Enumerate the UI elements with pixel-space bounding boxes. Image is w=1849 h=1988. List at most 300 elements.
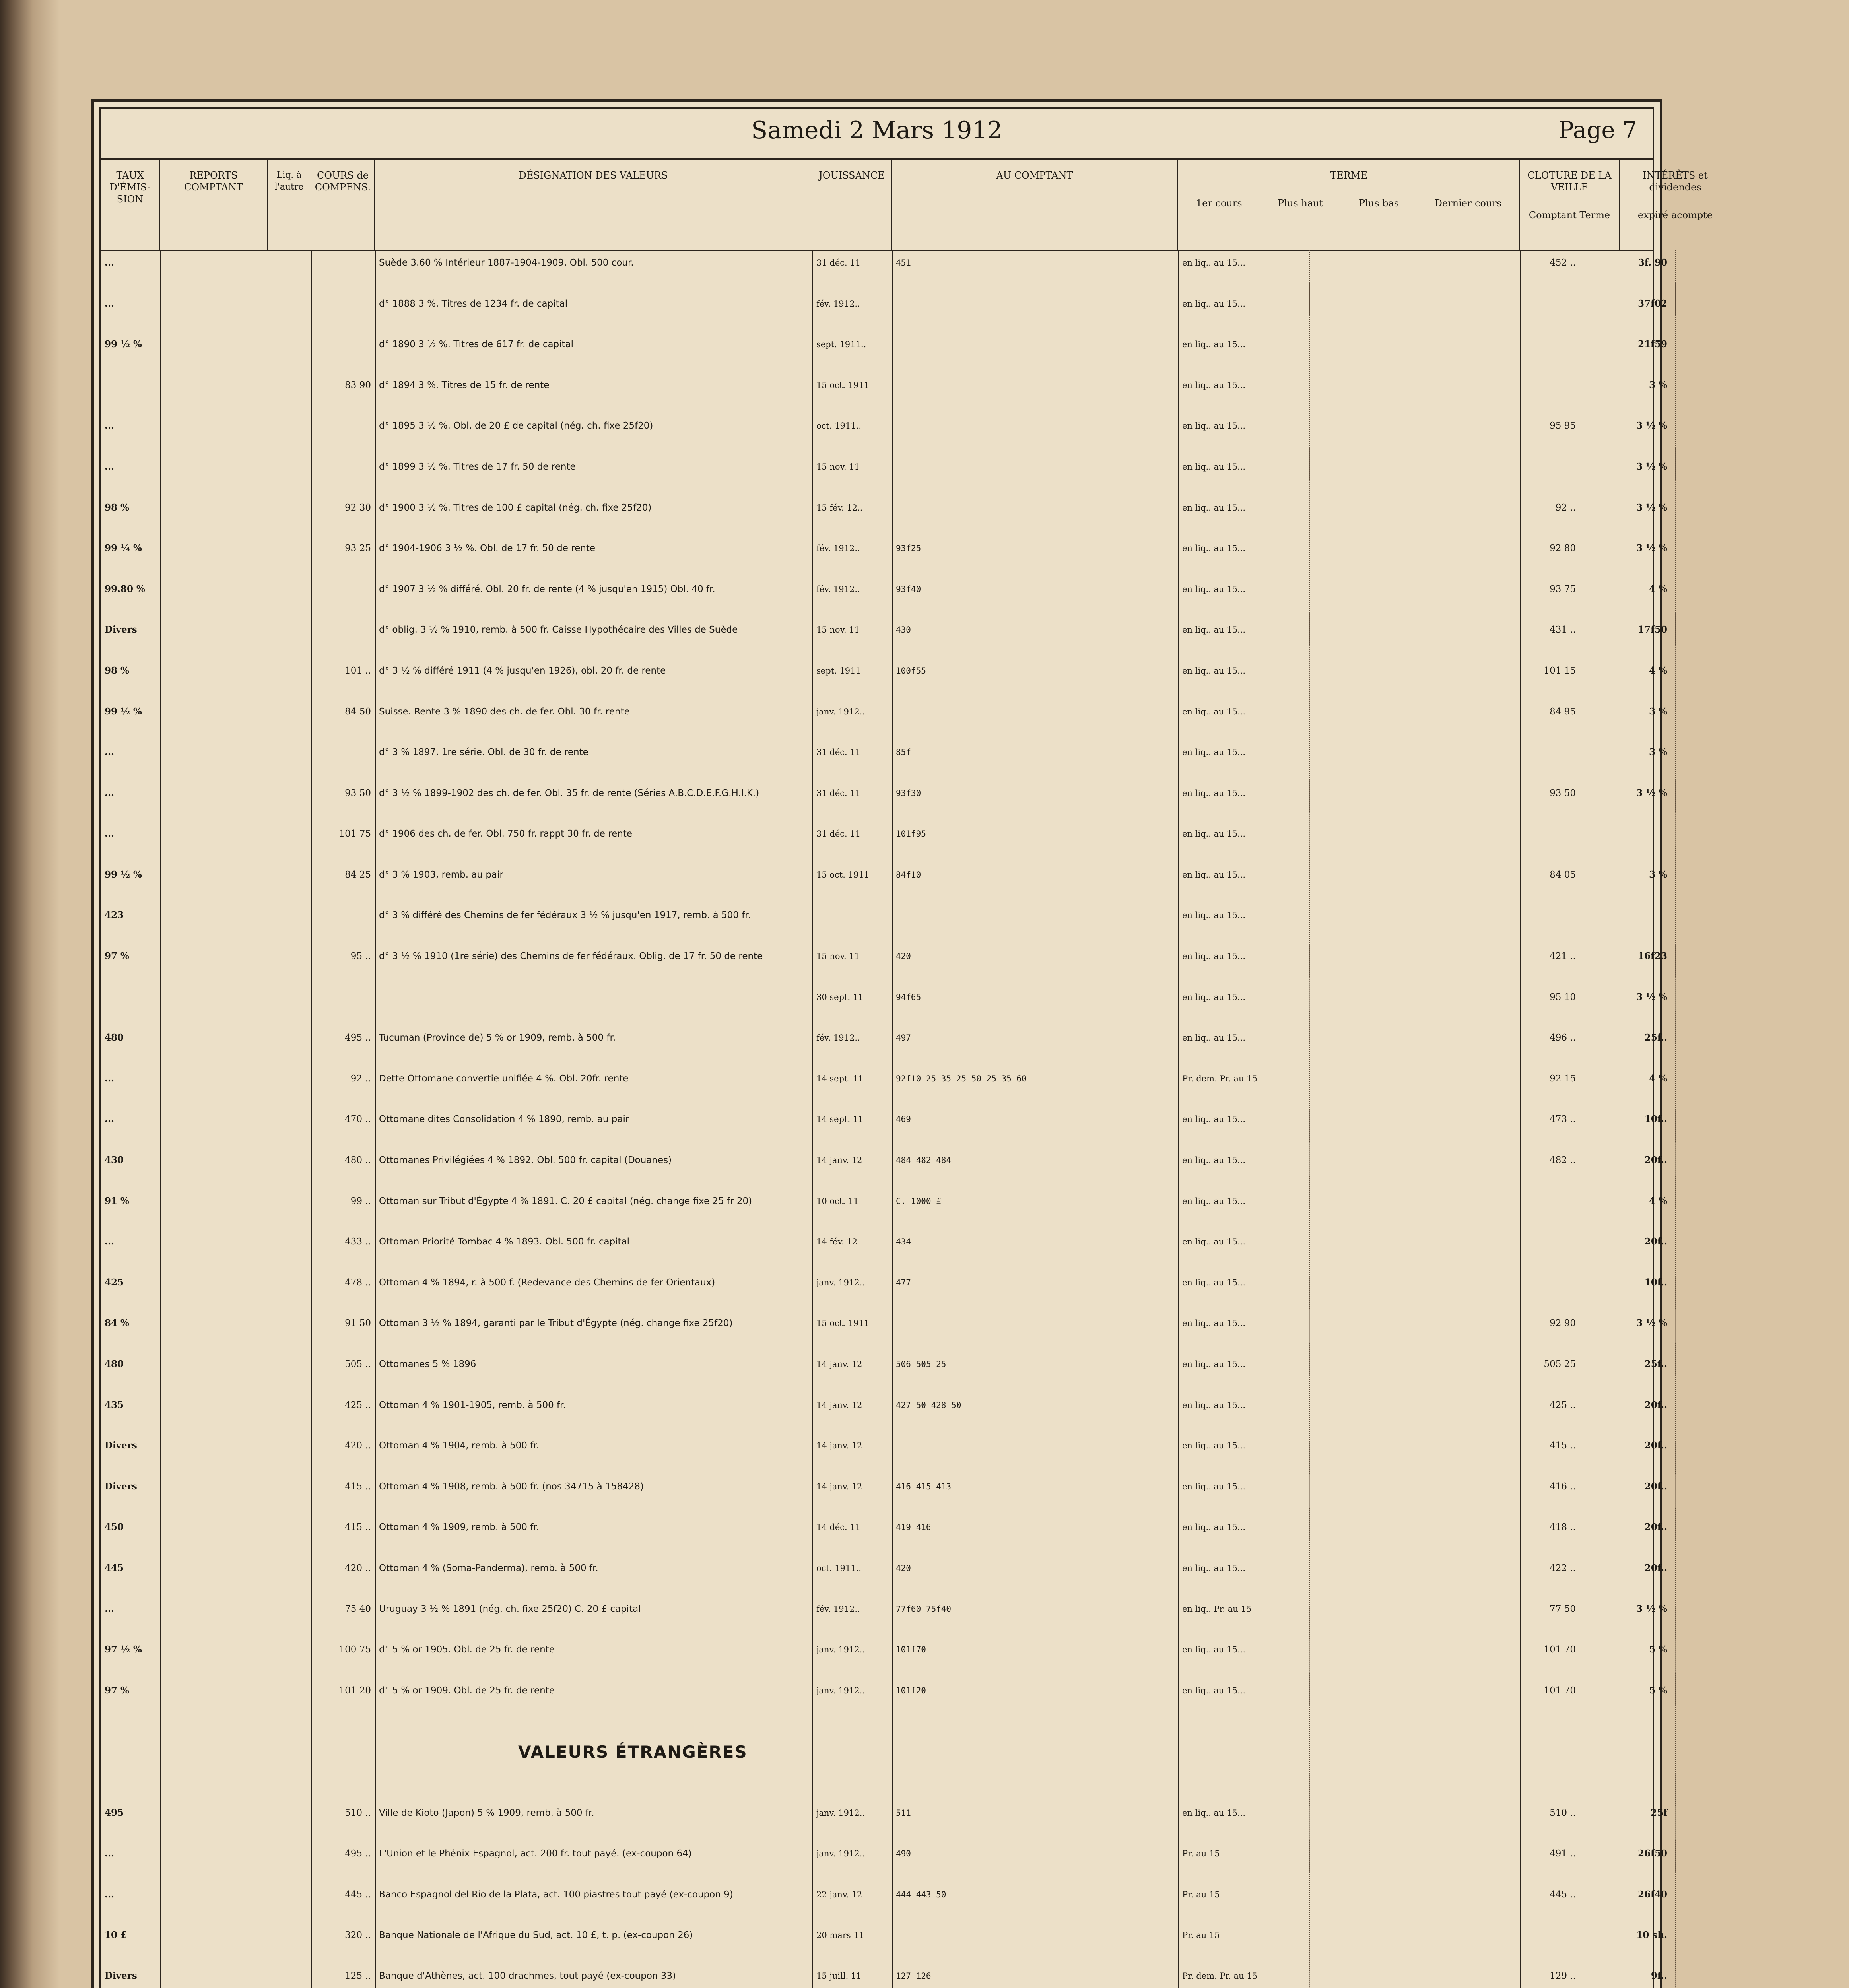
cell-liquidation: en liq.. au 15...: [1182, 992, 1245, 1002]
cell-taux: 99 ½ %: [105, 706, 142, 717]
cell-cours: 415 ..: [345, 1481, 371, 1492]
cell-jouissance: fév. 1912..: [816, 584, 860, 594]
cell-jouissance: 14 déc. 11: [816, 1522, 861, 1532]
cell-cloture: 421 ..: [1550, 951, 1576, 962]
cell-taux: ...: [105, 298, 115, 309]
col-int-expire: expiré: [1637, 210, 1668, 221]
table-row: [101, 1930, 1667, 1953]
cell-designation: d° 1888 3 %. Titres de 1234 fr. de capital: [379, 298, 568, 309]
table-row: [101, 1644, 1667, 1668]
table-row: [101, 1970, 1667, 1988]
cell-comptant: 444 443 50: [896, 1889, 946, 1899]
cell-cloture: 101 70: [1544, 1644, 1576, 1655]
cell-taux: ...: [105, 1114, 115, 1125]
table-row: [101, 787, 1667, 811]
cell-cours: 93 25: [345, 543, 371, 554]
cell-liquidation: en liq.. au 15...: [1182, 1645, 1245, 1655]
page-header: [101, 109, 1653, 160]
cell-cloture: 92 ..: [1555, 502, 1576, 513]
cell-comptant: 511: [896, 1808, 911, 1818]
cell-designation: d° 3 % 1897, 1re série. Obl. de 30 fr. de rente: [379, 747, 588, 758]
cell-cours: 92 30: [345, 502, 371, 513]
cell-designation: d° 1890 3 ½ %. Titres de 617 fr. de capital: [379, 339, 574, 350]
cell-taux: ...: [105, 787, 115, 798]
table-row: [101, 624, 1667, 648]
cell-comptant: 94f65: [896, 992, 921, 1002]
cell-jouissance: 31 déc. 11: [816, 747, 861, 757]
cell-comptant: 84f10: [896, 870, 921, 879]
cell-liquidation: en liq.. au 15...: [1182, 1114, 1245, 1124]
cell-liquidation: en liq.. au 15...: [1182, 503, 1245, 513]
cell-cours: 99 ..: [350, 1196, 371, 1206]
table-row: [101, 665, 1667, 689]
cell-cloture: 482 ..: [1550, 1155, 1576, 1166]
cell-taux: ...: [105, 1889, 115, 1900]
cell-jouissance: 15 oct. 1911: [816, 870, 870, 879]
cell-interet: 3f. 90: [1638, 257, 1667, 268]
cell-cours: 95 ..: [350, 951, 371, 962]
cell-taux: 445: [105, 1562, 124, 1573]
cell-taux: 91 %: [105, 1195, 129, 1206]
table-row: [101, 502, 1667, 526]
cell-cloture: 92 15: [1550, 1073, 1576, 1084]
col-liq-autre: Liq. à l'autre: [268, 158, 311, 250]
col-cl-terme: Terme: [1579, 210, 1610, 221]
cell-taux: 99 ½ %: [105, 339, 142, 350]
cell-comptant: 101f70: [896, 1645, 926, 1655]
cell-designation: Ottomanes Privilégiées 4 % 1892. Obl. 500 fr. capital (Douanes): [379, 1155, 672, 1166]
cell-interet: 25f..: [1644, 1359, 1667, 1369]
col-interets-label: INTÉRÊTS et dividendes: [1643, 170, 1708, 193]
cell-jouissance: 20 mars 11: [816, 1930, 864, 1940]
cell-jouissance: 14 sept. 11: [816, 1114, 864, 1124]
cell-designation: Ottoman 4 % 1894, r. à 500 f. (Redevance des Chemins de fer Orientaux): [379, 1277, 715, 1288]
cell-comptant: 477: [896, 1277, 911, 1287]
cell-interet: 25f..: [1644, 1032, 1667, 1043]
cell-cours: 495 ..: [345, 1033, 371, 1043]
cell-jouissance: 15 fév. 12..: [816, 503, 863, 513]
cell-liquidation: en liq.. au 15...: [1182, 1685, 1245, 1695]
cell-jouissance: janv. 1912..: [816, 1849, 865, 1859]
cell-designation: d° 3 ½ % 1899-1902 des ch. de fer. Obl. 35 fr. de rente (Séries A.B.C.D.E.F.G.H.I.K.): [379, 788, 759, 798]
cell-comptant: 434: [896, 1237, 911, 1247]
cell-comptant: 85f: [896, 747, 911, 757]
cell-interet: 9f..: [1651, 1970, 1667, 1981]
cell-liquidation: en liq.. au 15...: [1182, 1196, 1245, 1206]
page-date: Samedi 2 Mars 1912: [751, 116, 1002, 144]
cell-cours: 75 40: [345, 1604, 371, 1614]
cell-comptant: 100f55: [896, 666, 926, 676]
cell-jouissance: 14 janv. 12: [816, 1155, 862, 1165]
cell-jouissance: 15 nov. 11: [816, 951, 860, 961]
book-spine: [0, 0, 60, 1988]
cell-jouissance: 14 janv. 12: [816, 1441, 862, 1451]
cell-liquidation: Pr. dem. Pr. au 15: [1182, 1074, 1257, 1083]
cell-designation: Suisse. Rente 3 % 1890 des ch. de fer. Obl. 30 fr. rente: [379, 706, 630, 717]
cell-liquidation: en liq.. au 15...: [1182, 544, 1245, 553]
cell-designation: Tucuman (Province de) 5 % or 1909, remb. à 500 fr.: [379, 1033, 616, 1043]
cell-liquidation: en liq.. au 15...: [1182, 1359, 1245, 1369]
table-row: [101, 420, 1667, 444]
cell-designation: Ottomane dites Consolidation 4 % 1890, remb. au pair: [379, 1114, 629, 1125]
cell-designation: d° 3 ½ % différé 1911 (4 % jusqu'en 1926), obl. 20 fr. de rente: [379, 665, 666, 676]
cell-liquidation: Pr. au 15: [1182, 1930, 1220, 1940]
cell-cloture: 422 ..: [1550, 1563, 1576, 1573]
cell-cloture: 431 ..: [1550, 625, 1576, 635]
cell-designation: d° 1907 3 ½ % différé. Obl. 20 fr. de rente (4 % jusqu'en 1915) Obl. 40 fr.: [379, 584, 715, 594]
cell-cloture: 418 ..: [1550, 1522, 1576, 1533]
table-row: [101, 747, 1667, 770]
cell-designation: Ottoman sur Tribut d'Égypte 4 % 1891. C. 20 £ capital (nég. change fixe 25 fr 20): [379, 1196, 752, 1206]
cell-liquidation: en liq.. au 15...: [1182, 1033, 1245, 1043]
cell-jouissance: 14 janv. 12: [816, 1400, 862, 1410]
cell-comptant: 92f10 25 35 25 50 25 35 60: [896, 1074, 1027, 1083]
cell-cours: 84 25: [345, 869, 371, 880]
cell-liquidation: en liq.. au 15...: [1182, 299, 1245, 309]
cell-designation: d° 1906 des ch. de fer. Obl. 750 fr. rappt 30 fr. de rente: [379, 829, 633, 839]
cell-interet: 3 ½ %: [1636, 420, 1667, 431]
cell-designation: d° 3 ½ % 1910 (1re série) des Chemins de fer fédéraux. Oblig. de 17 fr. 50 de rente: [379, 951, 763, 962]
cell-comptant: 420: [896, 1563, 911, 1573]
cell-jouissance: 14 fév. 12: [816, 1237, 858, 1247]
page-number: Page 7: [1558, 116, 1637, 144]
table-row: [101, 1032, 1667, 1056]
cell-taux: ...: [105, 1603, 115, 1614]
section-title-valeurs-etrangeres: VALEURS ÉTRANGÈRES: [518, 1742, 748, 1762]
cell-cours: 470 ..: [345, 1114, 371, 1125]
cell-taux: 450: [105, 1522, 124, 1533]
cell-liquidation: en liq.. au 15...: [1182, 1522, 1245, 1532]
cell-cloture: 416 ..: [1550, 1481, 1576, 1492]
cell-cloture: 84 95: [1550, 706, 1576, 717]
cell-interet: 20f..: [1644, 1562, 1667, 1573]
cell-designation: Banco Espagnol del Rio de la Plata, act. 100 piastres tout payé (ex-coupon 9): [379, 1889, 733, 1900]
table-row: [101, 706, 1667, 730]
cell-taux: ...: [105, 461, 115, 472]
table-row: [101, 869, 1667, 893]
cell-liquidation: en liq.. au 15...: [1182, 1441, 1245, 1451]
cell-jouissance: 15 oct. 1911: [816, 380, 870, 390]
cell-interet: 3 %: [1649, 747, 1667, 758]
cell-designation: d° 1894 3 %. Titres de 15 fr. de rente: [379, 380, 550, 390]
cell-taux: 98 %: [105, 665, 129, 676]
table-row: [101, 298, 1667, 322]
cell-comptant: 484 482 484: [896, 1155, 952, 1165]
col-terme: [1178, 158, 1520, 250]
table-row: [101, 1318, 1667, 1341]
cell-comptant: 93f25: [896, 544, 921, 553]
cell-designation: Ottoman 3 ½ % 1894, garanti par le Tribut d'Égypte (nég. change fixe 25f20): [379, 1318, 733, 1329]
cell-comptant: 506 505 25: [896, 1359, 946, 1369]
col-taux: TAUX D'ÉMIS-SION: [101, 158, 160, 250]
cell-jouissance: fév. 1912..: [816, 1033, 860, 1043]
newspaper-page: [91, 99, 1713, 1988]
cell-cloture: 101 70: [1544, 1685, 1576, 1696]
cell-cloture: 95 10: [1550, 992, 1576, 1002]
cell-cours: 83 90: [345, 380, 371, 390]
cell-comptant: 101f95: [896, 829, 926, 839]
cell-cours: 510 ..: [345, 1807, 371, 1818]
cell-designation: Ottoman 4 % 1904, remb. à 500 fr.: [379, 1441, 539, 1451]
cell-interet: 26f40: [1638, 1889, 1667, 1900]
cell-comptant: 93f30: [896, 788, 921, 798]
cell-designation: d° 1899 3 ½ %. Titres de 17 fr. 50 de rente: [379, 461, 576, 472]
cell-jouissance: 31 déc. 11: [816, 829, 861, 839]
cell-jouissance: 14 sept. 11: [816, 1074, 864, 1083]
cell-taux: 480: [105, 1032, 124, 1043]
table-row: [101, 991, 1667, 1015]
col-comptant-label: COMPTANT: [184, 182, 243, 193]
table-row: [101, 1481, 1667, 1505]
cell-designation: d° oblig. 3 ½ % 1910, remb. à 500 fr. Caisse Hypothécaire des Villes de Suède: [379, 625, 738, 635]
cell-cours: 478 ..: [345, 1277, 371, 1288]
table-row: [101, 1440, 1667, 1464]
cell-jouissance: oct. 1911..: [816, 1563, 861, 1573]
table-row: [101, 1848, 1667, 1872]
cell-liquidation: en liq.. au 15...: [1182, 1481, 1245, 1491]
cell-liquidation: en liq.. au 15...: [1182, 666, 1245, 676]
cell-liquidation: en liq.. au 15...: [1182, 707, 1245, 716]
table-row: [101, 951, 1667, 974]
cell-cloture: 129 ..: [1550, 1971, 1576, 1981]
cell-liquidation: en liq.. au 15...: [1182, 911, 1245, 920]
table-row: [101, 379, 1667, 403]
cell-designation: d° 1904-1906 3 ½ %. Obl. de 17 fr. 50 de rente: [379, 543, 596, 554]
cell-jouissance: sept. 1911..: [816, 340, 866, 349]
cell-taux: Divers: [105, 1481, 137, 1492]
cell-interet: 20f..: [1644, 1155, 1667, 1166]
cell-interet: 37f02: [1638, 298, 1667, 309]
cell-designation: Uruguay 3 ½ % 1891 (nég. ch. fixe 25f20) C. 20 £ capital: [379, 1604, 641, 1614]
cell-taux: 84 %: [105, 1318, 129, 1329]
col-plus-bas: Plus bas: [1358, 198, 1399, 209]
cell-comptant: 469: [896, 1114, 911, 1124]
cell-jouissance: 15 nov. 11: [816, 625, 860, 635]
table-row: [101, 1603, 1667, 1627]
cell-taux: 435: [105, 1399, 124, 1410]
cell-jouissance: fév. 1912..: [816, 1604, 860, 1614]
cell-designation: Ottoman 4 % (Soma-Panderma), remb. à 500 fr.: [379, 1563, 598, 1573]
cell-cloture: 92 90: [1550, 1318, 1576, 1329]
cell-liquidation: Pr. au 15: [1182, 1889, 1220, 1899]
table-row: [101, 1399, 1667, 1423]
cell-cloture: 496 ..: [1550, 1033, 1576, 1043]
cell-cours: 101 75: [339, 829, 371, 839]
cell-liquidation: en liq.. au 15...: [1182, 1277, 1245, 1287]
cell-jouissance: 15 nov. 11: [816, 462, 860, 472]
cell-liquidation: en liq.. au 15...: [1182, 421, 1245, 431]
cell-jouissance: janv. 1912..: [816, 1645, 865, 1655]
cell-interet: 10 sh.: [1636, 1930, 1667, 1941]
table-row: [101, 1155, 1667, 1178]
col-terme-label: TERME: [1330, 170, 1367, 181]
page-frame: [99, 107, 1713, 1988]
cell-liquidation: en liq.. au 15...: [1182, 1563, 1245, 1573]
col-cl-comptant: Comptant: [1529, 210, 1577, 221]
col-cours: COURS de COMPENS.: [311, 158, 375, 250]
cell-liquidation: en liq.. au 15...: [1182, 747, 1245, 757]
table-row: [101, 1685, 1667, 1708]
cell-liquidation: en liq.. au 15...: [1182, 1808, 1245, 1818]
cell-taux: 495: [105, 1807, 124, 1818]
cell-designation: d° 3 % 1903, remb. au pair: [379, 869, 503, 880]
table-row: [101, 910, 1653, 933]
table-row: [101, 543, 1667, 566]
cell-designation: d° 5 % or 1909. Obl. de 25 fr. de rente: [379, 1685, 555, 1696]
table-row: [101, 461, 1667, 485]
cloture-subheaders: [1520, 209, 1619, 221]
cell-interet: 3 %: [1649, 379, 1667, 390]
cell-interet: 25f: [1651, 1807, 1667, 1818]
cell-designation: Banque Nationale de l'Afrique du Sud, act. 10 £, t. p. (ex-coupon 26): [379, 1930, 693, 1941]
cell-liquidation: en liq.. au 15...: [1182, 870, 1245, 879]
cell-cours: 93 50: [345, 788, 371, 798]
cell-designation: Ville de Kioto (Japon) 5 % 1909, remb. à 500 fr.: [379, 1807, 594, 1818]
cell-taux: Divers: [105, 1970, 137, 1981]
cell-interet: 5 %: [1649, 1685, 1667, 1696]
cell-interet: 20f..: [1644, 1440, 1667, 1451]
cell-cloture: 473 ..: [1550, 1114, 1576, 1125]
cell-taux: ...: [105, 747, 115, 758]
cell-comptant: 451: [896, 258, 911, 268]
cell-cours: 425 ..: [345, 1400, 371, 1410]
cell-liquidation: en liq.. au 15...: [1182, 1318, 1245, 1328]
col-interets: [1620, 158, 1731, 250]
table-row: [101, 1236, 1667, 1260]
cell-interet: 3 %: [1649, 869, 1667, 880]
cell-cloture: 415 ..: [1550, 1441, 1576, 1451]
cell-taux: 480: [105, 1359, 124, 1369]
cell-taux: 97 %: [105, 951, 129, 962]
cell-jouissance: 15 juill. 11: [816, 1971, 862, 1981]
cell-cloture: 77 50: [1550, 1604, 1576, 1614]
cell-comptant: 77f60 75f40: [896, 1604, 952, 1614]
cell-taux: 97 %: [105, 1685, 129, 1696]
cell-taux: 10 £: [105, 1930, 127, 1941]
cell-interet: 3 ½ %: [1636, 502, 1667, 513]
cell-cours: 84 50: [345, 706, 371, 717]
cell-taux: 425: [105, 1277, 124, 1288]
cell-designation: d° 1895 3 ½ %. Obl. de 20 £ de capital (nég. ch. fixe 25f20): [379, 421, 653, 431]
cell-liquidation: en liq.. au 15...: [1182, 380, 1245, 390]
col-designation: DÉSIGNATION DES VALEURS: [375, 158, 812, 250]
cell-interet: 3 ½ %: [1636, 1603, 1667, 1614]
cell-jouissance: 31 déc. 11: [816, 258, 861, 268]
cell-cloture: 510 ..: [1550, 1807, 1576, 1818]
cell-interet: 5 %: [1649, 1644, 1667, 1655]
cell-designation: Banque d'Athènes, act. 100 drachmes, tout payé (ex-coupon 33): [379, 1971, 676, 1981]
cell-cours: 480 ..: [345, 1155, 371, 1166]
cell-cours: 101 20: [339, 1685, 371, 1696]
cell-cours: 415 ..: [345, 1522, 371, 1533]
cell-liquidation: en liq.. au 15...: [1182, 1400, 1245, 1410]
cell-cours: 100 75: [339, 1644, 371, 1655]
cell-interet: 16f23: [1638, 951, 1667, 962]
cell-taux: 98 %: [105, 502, 129, 513]
cell-liquidation: en liq.. au 15...: [1182, 584, 1245, 594]
col-reports-label: REPORTS: [189, 170, 238, 181]
cell-taux: 423: [105, 910, 124, 921]
cell-designation: Suède 3.60 % Intérieur 1887-1904-1909. Obl. 500 cour.: [379, 258, 634, 268]
cell-designation: Ottoman Priorité Tombac 4 % 1893. Obl. 500 fr. capital: [379, 1237, 630, 1247]
cell-cloture: 491 ..: [1550, 1848, 1576, 1859]
cell-cloture: 505 25: [1544, 1359, 1576, 1369]
cell-designation: d° 5 % or 1905. Obl. de 25 fr. de rente: [379, 1644, 555, 1655]
cell-taux: 99 ¼ %: [105, 543, 142, 554]
cell-cours: 92 ..: [350, 1073, 371, 1084]
cell-interet: 3 %: [1649, 706, 1667, 717]
table-row: [101, 339, 1667, 362]
cell-comptant: 497: [896, 1033, 911, 1043]
cell-comptant: 420: [896, 951, 911, 961]
cell-taux: 99.80 %: [105, 583, 145, 594]
cell-jouissance: janv. 1912..: [816, 707, 865, 716]
cell-interet: 3 ½ %: [1636, 543, 1667, 554]
cell-taux: ...: [105, 828, 115, 839]
table-row: [101, 1522, 1667, 1545]
cell-taux: ...: [105, 1073, 115, 1084]
cell-taux: ...: [105, 1848, 115, 1859]
col-premier-cours: 1er cours: [1196, 198, 1242, 209]
interets-subheaders: [1620, 209, 1731, 221]
cell-cours: 420 ..: [345, 1441, 371, 1451]
cell-interet: 26f50: [1638, 1848, 1667, 1859]
cell-jouissance: 31 déc. 11: [816, 788, 861, 798]
cell-liquidation: en liq.. au 15...: [1182, 1237, 1245, 1247]
cell-interet: 4 %: [1649, 665, 1667, 676]
cell-jouissance: 22 janv. 12: [816, 1889, 862, 1899]
col-int-acompte: acompte: [1671, 210, 1713, 221]
cell-jouissance: 30 sept. 11: [816, 992, 864, 1002]
cell-designation: L'Union et le Phénix Espagnol, act. 200 fr. tout payé. (ex-coupon 64): [379, 1848, 692, 1859]
cell-jouissance: sept. 1911: [816, 666, 861, 676]
table-row: [101, 1359, 1667, 1382]
cell-cours: 495 ..: [345, 1848, 371, 1859]
table-row: [101, 583, 1667, 607]
table-row: [101, 257, 1667, 281]
col-cloture: [1520, 158, 1620, 250]
cell-comptant: 93f40: [896, 584, 921, 594]
cell-jouissance: fév. 1912..: [816, 299, 860, 309]
cell-jouissance: janv. 1912..: [816, 1277, 865, 1287]
cell-designation: d° 1900 3 ½ %. Titres de 100 £ capital (nég. ch. fixe 25f20): [379, 502, 652, 513]
table-row: [101, 1073, 1667, 1097]
table-row: [101, 1277, 1667, 1301]
cell-jouissance: fév. 1912..: [816, 544, 860, 553]
cell-interet: 3 ½ %: [1636, 787, 1667, 798]
cell-cloture: 92 80: [1550, 543, 1576, 554]
cell-liquidation: en liq.. au 15...: [1182, 462, 1245, 472]
cell-comptant: 430: [896, 625, 911, 635]
cell-designation: Ottoman 4 % 1908, remb. à 500 fr. (nos 34715 à 158428): [379, 1481, 644, 1492]
cell-interet: 10f..: [1644, 1277, 1667, 1288]
cell-interet: 21f59: [1638, 339, 1667, 350]
table-row: [101, 829, 1653, 852]
cell-designation: Ottoman 4 % 1909, remb. à 500 fr.: [379, 1522, 539, 1533]
cell-jouissance: 14 janv. 12: [816, 1481, 862, 1491]
cell-cloture: 425 ..: [1550, 1400, 1576, 1410]
cell-cours: 125 ..: [345, 1971, 371, 1981]
cell-liquidation: en liq.. au 15...: [1182, 258, 1245, 268]
cell-jouissance: janv. 1912..: [816, 1808, 865, 1818]
col-au-comptant: AU COMPTANT: [892, 158, 1178, 250]
cell-cloture: 101 15: [1544, 665, 1576, 676]
cell-interet: 4 %: [1649, 1073, 1667, 1084]
cell-taux: ...: [105, 420, 115, 431]
cell-liquidation: en liq.. Pr. au 15: [1182, 1604, 1252, 1614]
cell-designation: Ottoman 4 % 1901-1905, remb. à 500 fr.: [379, 1400, 566, 1410]
cell-cours: 433 ..: [345, 1237, 371, 1247]
